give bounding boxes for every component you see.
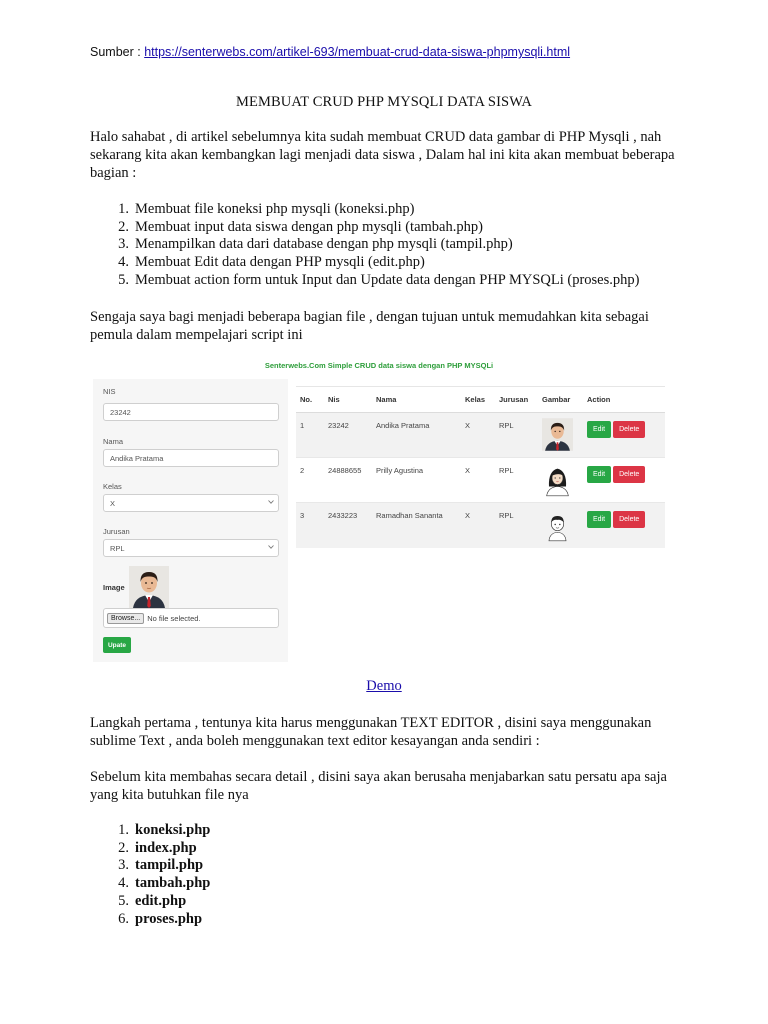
cell-kelas: X bbox=[461, 458, 495, 503]
cell-jurusan: RPL bbox=[495, 413, 538, 458]
cell-action bbox=[583, 503, 665, 548]
file-input[interactable] bbox=[103, 608, 279, 628]
paragraph-4: Sebelum kita membahas secara detail , disini saya akan berusaha menjabarkan satu persatu apa saja yang kita butuhkan file nya bbox=[90, 769, 667, 803]
header-nama: Nama bbox=[372, 387, 461, 413]
file-status: No file selected. bbox=[147, 613, 201, 623]
list-item: 1. Membuat file koneksi php mysqli (koneksi.php) bbox=[118, 201, 415, 217]
files-list bbox=[90, 822, 710, 928]
chevron-down-icon bbox=[268, 500, 274, 504]
paragraph-3: Langkah pertama , tentunya kita harus menggunakan TEXT EDITOR , disini saya menggunakan sublime Text , anda boleh menggunakan text editor kesayangan anda sendiri : bbox=[90, 715, 652, 749]
list-item: 4. tambah.php bbox=[118, 875, 211, 892]
delete-button[interactable]: Delete bbox=[613, 511, 645, 528]
list-item: 3. Menampilkan data dari database dengan php mysqli (tampil.php) bbox=[118, 236, 513, 253]
jurusan-label: Jurusan bbox=[103, 527, 130, 536]
page-title: MEMBUAT CRUD PHP MYSQLI DATA SISWA bbox=[236, 94, 532, 110]
cell-action bbox=[583, 413, 665, 458]
source-label: Sumber : bbox=[90, 45, 145, 59]
jurusan-select[interactable] bbox=[103, 539, 279, 557]
cell-jurusan: RPL bbox=[495, 503, 538, 548]
cell-nama: Prilly Agustina bbox=[372, 458, 461, 503]
header-action: Action bbox=[583, 387, 665, 413]
demo-link[interactable]: Demo bbox=[366, 678, 402, 694]
list-item: 6. proses.php bbox=[118, 910, 203, 927]
cell-no: 1 bbox=[296, 413, 324, 458]
student-table bbox=[296, 386, 665, 548]
header-gambar: Gambar bbox=[538, 387, 583, 413]
header-jurusan: Jurusan bbox=[495, 387, 538, 413]
table-row bbox=[296, 503, 665, 548]
nama-label: Nama bbox=[103, 437, 124, 446]
browse-button[interactable]: Browse... bbox=[107, 613, 144, 624]
student-form bbox=[93, 379, 288, 662]
female-avatar-icon bbox=[542, 462, 573, 497]
cell-nis: 24888655 bbox=[324, 458, 372, 503]
table-header-row bbox=[296, 387, 665, 413]
source-line bbox=[90, 45, 570, 59]
demo-link-line bbox=[0, 678, 768, 695]
kelas-label: Kelas bbox=[103, 482, 122, 491]
cell-nama: Ramadhan Sananta bbox=[372, 503, 461, 548]
demo-screenshot bbox=[93, 356, 665, 662]
male-suit-avatar-icon bbox=[129, 566, 169, 608]
cell-gambar bbox=[538, 413, 583, 458]
edit-button[interactable]: Edit bbox=[587, 511, 611, 528]
delete-button[interactable]: Delete bbox=[613, 421, 645, 438]
cell-no: 2 bbox=[296, 458, 324, 503]
list-item: 2. index.php bbox=[118, 839, 197, 856]
cell-kelas: X bbox=[461, 413, 495, 458]
list-item: 5. Membuat action form untuk Input dan Update data dengan PHP MYSQLi (proses.php) bbox=[118, 271, 640, 288]
intro-paragraph: Halo sahabat , di artikel sebelumnya kita sudah membuat CRUD data gambar di PHP Mysqli , nah sekarang kita akan kembangkan lagi menjadi data siswa , Dalam hal ini kita akan membuat beberapa bagian : bbox=[90, 129, 675, 181]
cell-kelas: X bbox=[461, 503, 495, 548]
cell-jurusan: RPL bbox=[495, 458, 538, 503]
delete-button[interactable]: Delete bbox=[613, 466, 645, 483]
jurusan-select-value: RPL bbox=[110, 544, 125, 553]
cell-action bbox=[583, 458, 665, 503]
cell-no: 3 bbox=[296, 503, 324, 548]
image-label: Image bbox=[103, 583, 125, 592]
update-button[interactable]: Upate bbox=[103, 637, 131, 653]
source-link[interactable]: https://senterwebs.com/artikel-693/membuat-crud-data-siswa-phpmysqli.html bbox=[144, 45, 571, 59]
cell-nis: 2433223 bbox=[324, 503, 372, 548]
list-item: 3. tampil.php bbox=[118, 857, 204, 874]
nis-input[interactable]: 23242 bbox=[103, 403, 279, 421]
screenshot-heading: Senterwebs.Com Simple CRUD data siswa dengan PHP MYSQLi bbox=[264, 361, 494, 370]
table-row bbox=[296, 458, 665, 503]
kelas-select[interactable] bbox=[103, 494, 279, 512]
header-kelas: Kelas bbox=[461, 387, 495, 413]
header-nis: Nis bbox=[324, 387, 372, 413]
male-suit-avatar-icon bbox=[542, 417, 573, 452]
cartoon-male-avatar-icon bbox=[542, 507, 573, 542]
cell-nama: Andika Pratama bbox=[372, 413, 461, 458]
list-item: 2. Membuat input data siswa dengan php mysqli (tambah.php) bbox=[118, 218, 483, 235]
header-no: No. bbox=[296, 387, 324, 413]
list-item: 5. edit.php bbox=[118, 892, 187, 909]
list-item: 1. koneksi.php bbox=[118, 822, 211, 838]
cell-gambar bbox=[538, 458, 583, 503]
intro-list bbox=[90, 201, 710, 290]
nama-input[interactable]: Andika Pratama bbox=[103, 449, 279, 467]
table-row bbox=[296, 413, 665, 458]
cell-nis: 23242 bbox=[324, 413, 372, 458]
nis-label: NIS bbox=[103, 387, 116, 396]
edit-button[interactable]: Edit bbox=[587, 421, 611, 438]
chevron-down-icon bbox=[268, 545, 274, 549]
kelas-select-value: X bbox=[110, 499, 116, 508]
paragraph-2: Sengaja saya bagi menjadi beberapa bagian file , dengan tujuan untuk memudahkan kita sebagai pemula dalam mempelajari script ini bbox=[90, 309, 649, 343]
edit-button[interactable]: Edit bbox=[587, 466, 611, 483]
list-item: 4. Membuat Edit data dengan PHP mysqli (edit.php) bbox=[118, 254, 425, 271]
cell-gambar bbox=[538, 503, 583, 548]
